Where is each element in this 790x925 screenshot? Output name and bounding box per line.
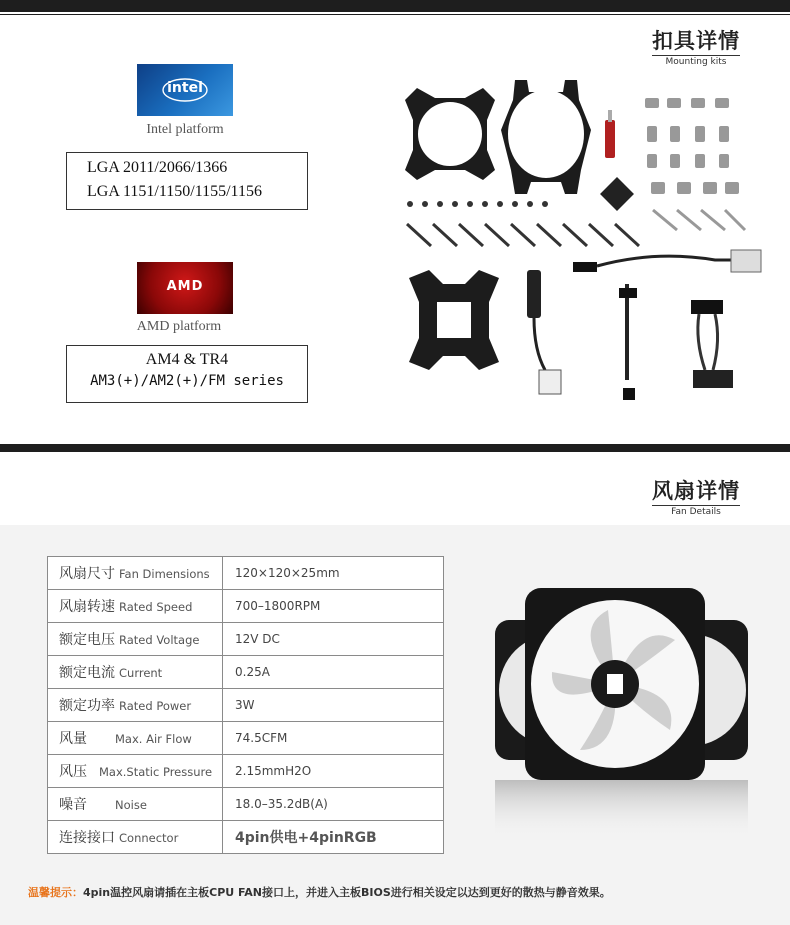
spec-label-cell — [48, 557, 223, 590]
amd-logo-text: AMD — [166, 279, 204, 294]
spec-label-cn: 风压 — [59, 764, 87, 780]
small-plate-shape — [600, 177, 634, 211]
spec-label-cn: 风量 — [59, 731, 87, 747]
spec-label-en: Noise — [115, 798, 147, 812]
spec-label-en: Rated Voltage — [119, 633, 200, 647]
intel-socket-box — [66, 152, 308, 210]
mounting-subtitle: Mounting kits — [652, 55, 740, 67]
amd-platform-label: AMD platform — [136, 319, 222, 334]
spec-label-en: Connector — [119, 831, 179, 845]
spec-label-cell — [48, 689, 223, 722]
spec-label-cn: 风扇尺寸 — [59, 566, 115, 582]
long-screws-shape — [407, 224, 639, 246]
intel-socket-line-2: LGA 1151/1150/1155/1156 — [87, 183, 262, 200]
spec-label-cn: 额定功率 — [59, 698, 115, 714]
spec-label-cell — [48, 590, 223, 623]
top-divider-bar — [0, 0, 790, 12]
rgb-controller-shape — [527, 270, 561, 394]
amd-socket-line-2: AM3(+)/AM2(+)/FM series — [90, 373, 284, 389]
fan-front — [525, 588, 705, 780]
spec-label-cn: 连接接口 — [59, 830, 115, 846]
intel-bracket-shape — [405, 88, 495, 180]
spec-label-en: Fan Dimensions — [119, 567, 210, 581]
thermal-paste-shape — [605, 110, 615, 158]
spec-row — [48, 788, 444, 821]
tip-label: 温馨提示： — [28, 886, 83, 899]
section-divider-bar — [0, 444, 790, 452]
fan-tip — [28, 884, 611, 900]
spec-label-cn: 风扇转速 — [59, 599, 115, 615]
spec-row — [48, 590, 444, 623]
fans-image — [490, 580, 755, 840]
mounting-title: 扣具详情 — [652, 29, 740, 53]
spec-label-cn: 噪音 — [59, 797, 87, 813]
intel-logo-text: intel — [167, 80, 203, 96]
spec-value-cell: 3W — [223, 689, 444, 722]
spec-label-cell — [48, 722, 223, 755]
rgb-splitter-shape — [691, 300, 733, 388]
intel-socket-line-1: LGA 2011/2066/1366 — [87, 159, 228, 176]
fan-reflection — [495, 780, 748, 838]
amd-socket-box — [66, 345, 308, 403]
amd-logo — [137, 262, 233, 314]
amd-socket-line-1: AM4 & TR4 — [145, 351, 229, 368]
intel-platform-label: Intel platform — [146, 122, 224, 137]
spec-row — [48, 722, 444, 755]
spec-label-cn: 额定电压 — [59, 632, 115, 648]
spec-row — [48, 557, 444, 590]
spec-label-en: Max.Static Pressure — [99, 765, 213, 779]
spec-value-cell: 0.25A — [223, 656, 444, 689]
spec-value-cell: 2.15mmH2O — [223, 755, 444, 788]
backplate-shape — [501, 80, 591, 194]
silver-screws-shape — [653, 210, 745, 230]
standoffs-shape — [645, 98, 739, 194]
spec-label-cell — [48, 821, 223, 854]
fan-spec-table — [47, 556, 444, 854]
mounting-kit-parts-image — [395, 70, 775, 410]
spec-row — [48, 689, 444, 722]
spec-value-cell: 74.5CFM — [223, 722, 444, 755]
spec-label-en: Rated Speed — [119, 600, 193, 614]
spec-label-en: Max. Air Flow — [115, 732, 192, 746]
spec-value-cell: 18.0–35.2dB(A) — [223, 788, 444, 821]
spec-row — [48, 755, 444, 788]
fan-header — [630, 475, 740, 517]
spec-label-cell — [48, 623, 223, 656]
spec-label-cell — [48, 788, 223, 821]
mounting-header — [630, 25, 740, 67]
spec-label-cell — [48, 656, 223, 689]
spec-label-en: Rated Power — [119, 699, 192, 713]
spec-label-en: Current — [119, 666, 163, 680]
small-screws-shape — [407, 201, 548, 207]
fan-title: 风扇详情 — [652, 479, 740, 503]
spec-value-cell: 120×120×25mm — [223, 557, 444, 590]
spec-value-cell: 700–1800RPM — [223, 590, 444, 623]
spec-row — [48, 623, 444, 656]
spec-value-cell: 4pin供电+4pinRGB — [223, 821, 444, 854]
spec-value-cell: 12V DC — [223, 623, 444, 656]
intel-logo — [137, 64, 233, 116]
tip-text: 4pin温控风扇请插在主板CPU FAN接口上，并进入主板BIOS进行相关设定以达到更好的散热与静音效果。 — [83, 886, 611, 899]
amd-bracket-shape — [409, 270, 499, 370]
fan-subtitle: Fan Details — [652, 505, 740, 517]
spec-label-cn: 额定电流 — [59, 665, 115, 681]
spec-label-cell — [48, 755, 223, 788]
spec-row — [48, 821, 444, 854]
spec-row — [48, 656, 444, 689]
